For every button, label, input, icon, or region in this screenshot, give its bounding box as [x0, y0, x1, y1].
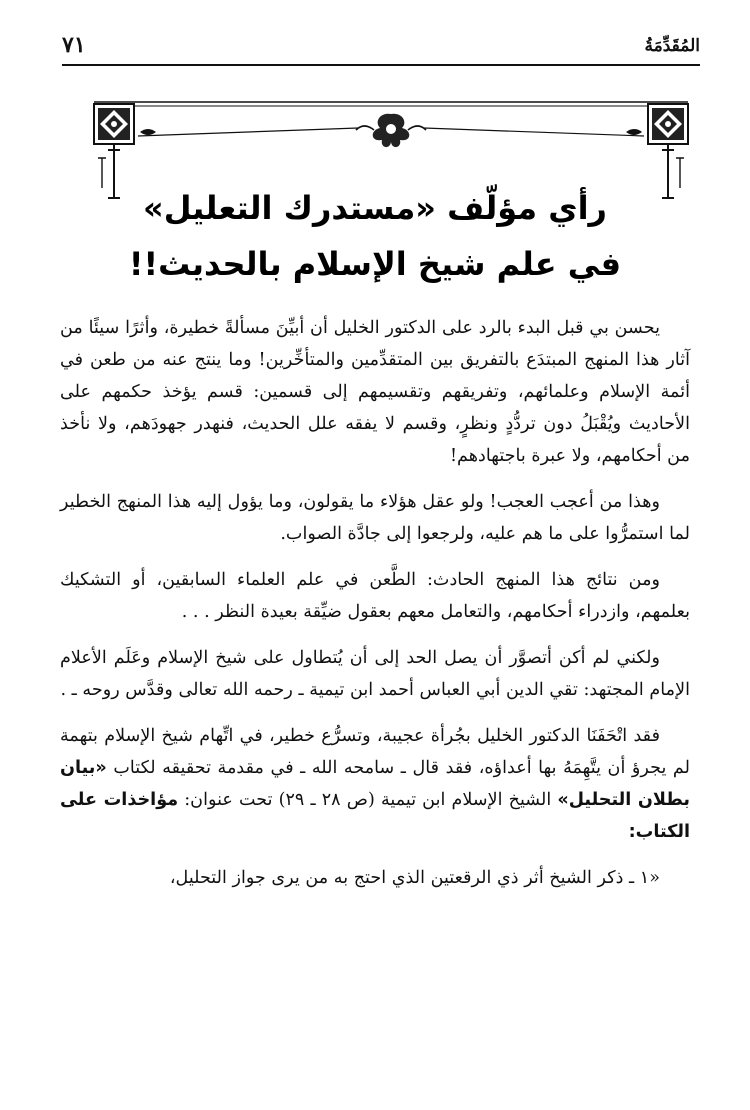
ornament-center-knot	[356, 114, 426, 147]
page-number: ٧١	[62, 32, 86, 58]
running-title: المُقَدِّمَةُ	[644, 36, 700, 56]
running-header	[62, 30, 700, 66]
paragraph-5	[60, 720, 690, 848]
ornament-square-left	[94, 104, 134, 144]
paragraph-5-text-b: الشيخ الإسلام ابن تيمية (ص ٢٨ ـ ٢٩) تحت عنوان:	[184, 790, 552, 810]
body-text	[60, 312, 690, 908]
section-heading: مؤاخذات على الكتاب:	[60, 790, 690, 842]
paragraph-5-text-a: فقد اتْحَفَنَا الدكتور الخليل بجُرأة عجيبة، وتسرُّع خطير، في اتِّهام شيخ الإسلام بتهمة لم يجرؤ أن يتَّهِمَهُ بها أعداؤه، فقد قال ـ سامحه الله ـ في مقدمة تحقيقه لكتاب	[60, 726, 690, 778]
paragraph-2: وهذا من أعجب العجب! ولو عقل هؤلاء ما يقولون، وما يؤول إليه هذا المنهج الخطير لما استمرُّوا على ما هم عليه، ولرجعوا إلى جادَّة الصواب.	[60, 492, 690, 544]
paragraph-6: «١ ـ ذكر الشيخ أثر ذي الرقعتين الذي احتج به من يرى جواز التحليل،	[169, 868, 660, 888]
paragraph-4: ولكني لم أكن أتصوَّر أن يصل الحد إلى أن يُتطاول على شيخ الإسلام وعَلَم الأعلام الإمام المجتهد: تقي الدين أبي العباس أحمد ابن تيمية ـ رحمه الله تعالى وقدَّس روحه ـ .	[60, 648, 690, 700]
ornament-square-right	[648, 104, 688, 144]
chapter-title	[110, 180, 640, 292]
chapter-title-line-1: رأي مؤلّف «مستدرك التعليل»	[143, 189, 607, 227]
paragraph-3: ومن نتائج هذا المنهج الحادث: الطَّعن في علم العلماء السابقين، أو التشكيك بعلمهم، وازدراء أحكامهم، والتعامل معهم بعقول ضيِّقة بعيدة النظر . . .	[60, 570, 690, 622]
chapter-title-line-2: في علم شيخ الإسلام بالحديث!!	[128, 245, 622, 283]
book-title: «بيان بطلان التحليل»	[60, 758, 691, 810]
paragraph-1: يحسن بي قبل البدء بالرد على الدكتور الخليل أن أبيِّنَ مسألةً خطيرة، وأثرًا سيئًا من آثار هذا المنهج المبتدَع بالتفريق بين المتقدِّمين والمتأخِّرين! وما ينتج عنه من طعن في أئمة الإسلام وعلمائهم، وتفريقهم وتقسيمهم إلى قسمين: قسم يؤخذ حكمهم على الأحاديث ويُقْبَلُ دون تردُّدٍ ونظرٍ، وقسم لا يفقه علل الحديث، فنهدر جهودَهم، ولا نأخذ من أحكامهم، ولا عبرة باجتهادهم!	[60, 318, 690, 466]
